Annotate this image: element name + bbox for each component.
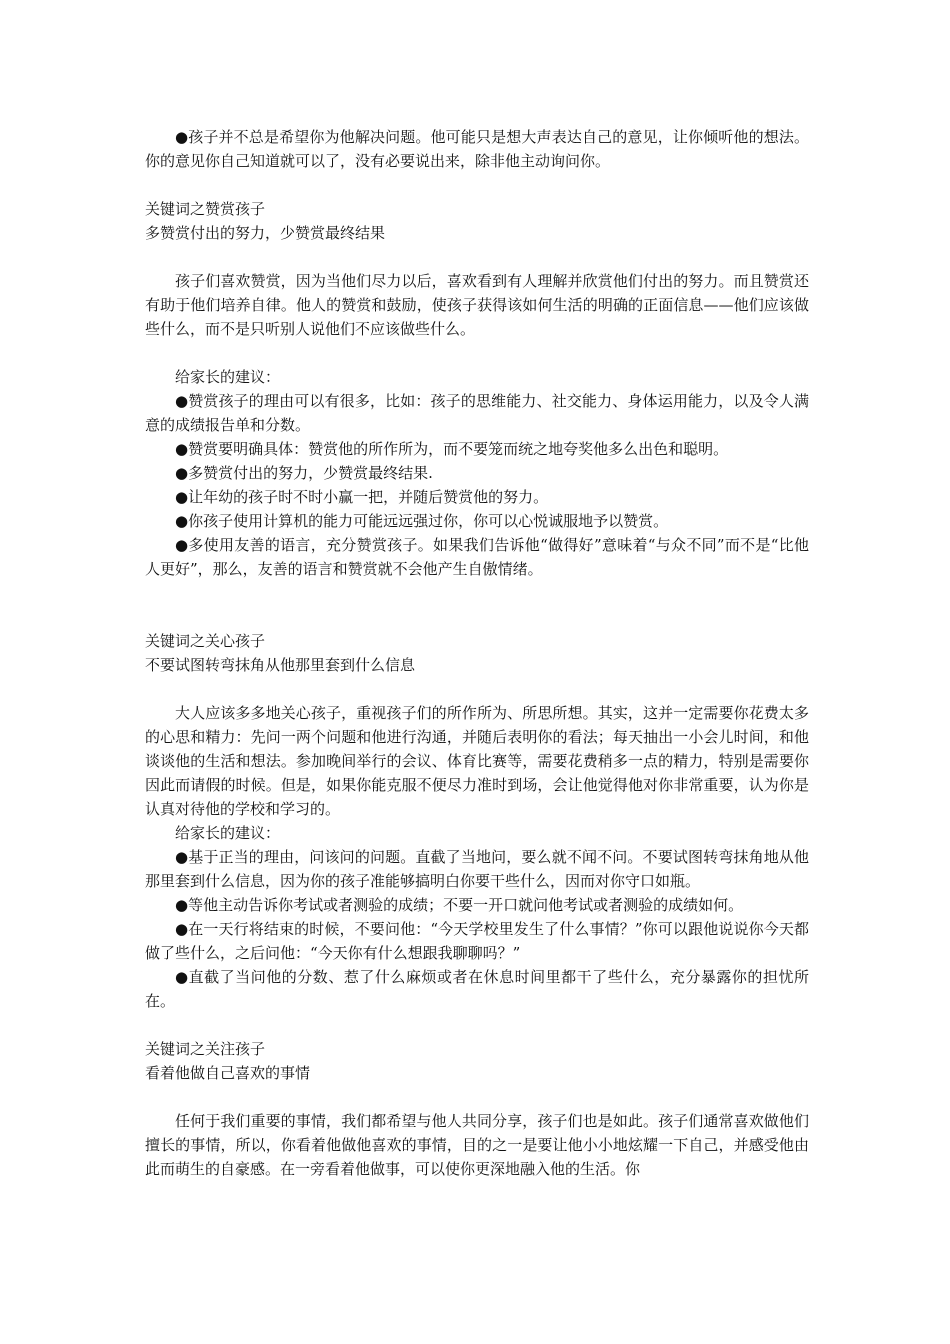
advice-label-care: 给家长的建议：	[175, 824, 281, 842]
care-tip-2: ●等他主动告诉你考试或者测验的成绩；不要一开口就问他考试或者测验的成绩如何。	[175, 896, 744, 914]
paragraph-listen-tip: ●孩子并不总是希望你为他解决问题。他可能只是想大声表达自己的意见，让你倾听他的想法。你的意见你自己知道就可以了，没有必要说出来，除非他主动询问你。	[145, 128, 809, 170]
care-tip-1: ●基于正当的理由，问该问的问题。直截了当地问，要么就不闻不问。不要试图转弯抹角地从他那里套到什么信息，因为你的孩子准能够搞明白你要干些什么，因而对你守口如瓶。	[145, 848, 809, 890]
praise-tip-6: ●多使用友善的语言，充分赞赏孩子。如果我们告诉他“做得好”意味着“与众不同”而不是“比他人更好”，那么，友善的语言和赞赏就不会他产生自傲情绪。	[145, 536, 809, 578]
praise-tip-5: ●你孩子使用计算机的能力可能远远强过你，你可以心悦诚服地予以赞赏。	[175, 512, 669, 530]
section-heading-attention: 关键词之关注孩子	[145, 1040, 266, 1058]
section-subheading-attention: 看着他做自己喜欢的事情	[145, 1064, 311, 1082]
care-tip-3: ●在一天行将结束的时候，不要问他：“今天学校里发生了什么事情？”你可以跟他说说你今天都做了些什么，之后问他：“今天你有什么想跟我聊聊吗？”	[145, 920, 809, 962]
document-page	[145, 125, 809, 1181]
paragraph-care-intro: 大人应该多多地关心孩子，重视孩子们的所作所为、所思所想。其实，这并一定需要你花费太多的心思和精力：先问一两个问题和他进行沟通，并随后表明你的看法；每天抽出一小会儿时间，和他谈谈他的生活和想法。参加晚间举行的会议、体育比赛等，需要花费稍多一点的精力，特别是需要你因此而请假的时候。但是，如果你能克服不便尽力准时到场，会让他觉得他对你非常重要，认为你是认真对待他的学校和学习的。	[145, 704, 809, 818]
praise-tip-1: ●赞赏孩子的理由可以有很多，比如：孩子的思维能力、社交能力、身体运用能力，以及令人满意的成绩报告单和分数。	[145, 392, 809, 434]
section-subheading-care: 不要试图转弯抹角从他那里套到什么信息	[145, 656, 416, 674]
section-subheading-praise: 多赞赏付出的努力，少赞赏最终结果	[145, 224, 386, 242]
praise-tip-3: ●多赞赏付出的努力，少赞赏最终结果.	[175, 464, 433, 482]
section-heading-care: 关键词之关心孩子	[145, 632, 266, 650]
care-tip-4: ●直截了当问他的分数、惹了什么麻烦或者在休息时间里都干了些什么，充分暴露你的担忧所在。	[145, 968, 809, 1010]
praise-tip-4: ●让年幼的孩子时不时小赢一把，并随后赞赏他的努力。	[175, 488, 549, 506]
section-heading-praise: 关键词之赞赏孩子	[145, 200, 266, 218]
praise-tip-2: ●赞赏要明确具体：赞赏他的所作所为，而不要笼而统之地夸奖他多么出色和聪明。	[175, 440, 729, 458]
advice-label-praise: 给家长的建议：	[175, 368, 281, 386]
paragraph-praise-intro: 孩子们喜欢赞赏，因为当他们尽力以后，喜欢看到有人理解并欣赏他们付出的努力。而且赞赏还有助于他们培养自律。他人的赞赏和鼓励，使孩子获得该如何生活的明确的正面信息——他们应该做些什么，而不是只听别人说他们不应该做些什么。	[145, 272, 809, 338]
paragraph-attention-intro: 任何于我们重要的事情，我们都希望与他人共同分享，孩子们也是如此。孩子们通常喜欢做他们擅长的事情，所以，你看着他做他喜欢的事情，目的之一是要让他小小地炫耀一下自己，并感受他由此而萌生的自豪感。在一旁看着他做事，可以使你更深地融入他的生活。你	[145, 1112, 809, 1178]
